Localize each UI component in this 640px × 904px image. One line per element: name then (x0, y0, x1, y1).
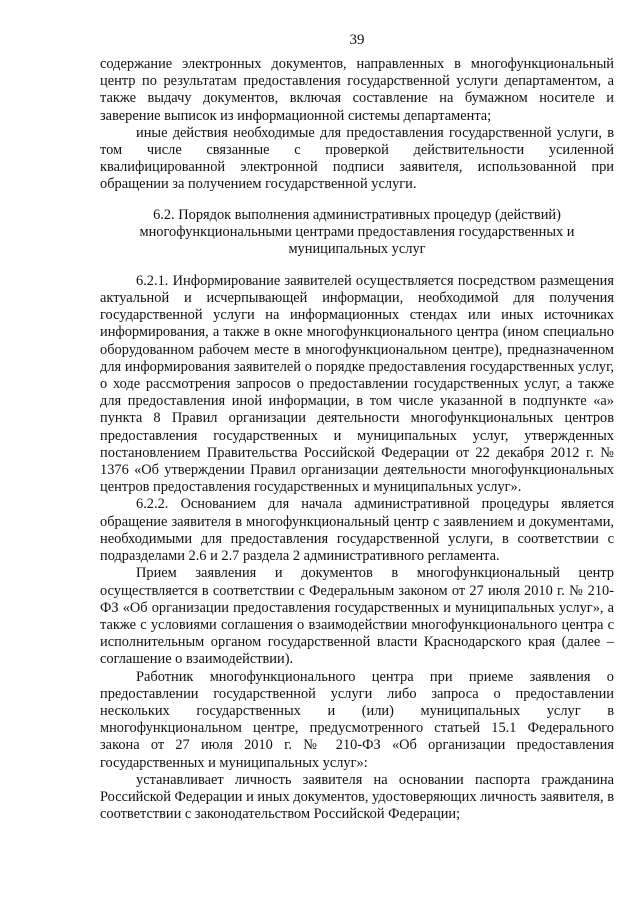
paragraph-identity: устанавливает личность заявителя на основании паспорта гражданина Российской Федерации и иных документов, удостоверяющих личность заявителя, в соответствии с законодательством Российской Федерации; (100, 771, 614, 823)
document-body (100, 56, 614, 823)
page-number: 39 (349, 32, 365, 48)
paragraph-1: содержание электронных документов, направленных в многофункциональный центр по результатам предоставления государственной услуги департаментом, а также выдачу документов, включая составление на бумажном носителе и заверение выписок из информационной системы департамента; (100, 56, 614, 124)
paragraph-2: иные действия необходимые для предоставления государственной услуги, в том числе связанные с проверкой действительности усиленной квалифицированной электронной подписи заявителя, использованной при обращении за получением государственной услуги. (100, 124, 614, 193)
paragraph-6-2-1: 6.2.1. Информирование заявителей осуществляется посредством размещения актуальной и исчерпывающей информации, необходимой для получения государственной услуги на информационных стендах или иных источниках информирования, а также в окне многофункционального центра (ином специально оборудованном рабочем месте в многофункциональном центре), предназначенном для информирования заявителей о порядке предоставления государственных услуг, о ходе рассмотрения запросов о предоставлении государственных услуг, а также для предоставления иной информации, в том числе указанной в подпункте «а» пункта 8 Правил организации деятельности многофункциональных центров предоставления государственных и муниципальных услуг, утвержденных постановлением Правительства Российской Федерации от 22 декабря 2012 г. № 1376 «Об утверждении Правил организации деятельности многофункциональных центров предоставления государственных и муниципальных услуг». (100, 272, 614, 496)
section-heading: 6.2. Порядок выполнения административных процедур (действий) многофункциональными центрами предоставления государственных и муниципальных услуг (139, 206, 575, 258)
paragraph-6-2-2: 6.2.2. Основанием для начала административной процедуры является обращение заявителя в многофункциональный центр с заявлением и документами, необходимыми для предоставления государственной услуги, в соответствии с подразделами 2.6 и 2.7 раздела 2 административного регламента. (100, 496, 614, 565)
paragraph-reception: Прием заявления и документов в многофункциональный центр осуществляется в соответствии с Федеральным законом от 27 июля 2010 г. № 210-ФЗ «Об организации предоставления государственных и муниципальных услуг», а также с условиями соглашения о взаимодействии многофункционального центра с исполнительным органом государственной власти Краснодарского края (далее – соглашение о взаимодействии). (100, 565, 614, 668)
document-page (100, 0, 614, 904)
paragraph-employee: Работник многофункционального центра при приеме заявления о предоставлении государственной услуги либо запроса о предоставлении нескольких государственных и (или) муниципальных услуг в многофункциональном центре, предусмотренного статьей 15.1 Федерального закона от 27 июля 2010 г. № 210-ФЗ «Об организации предоставления государственных и муниципальных услуг»: (100, 668, 614, 771)
